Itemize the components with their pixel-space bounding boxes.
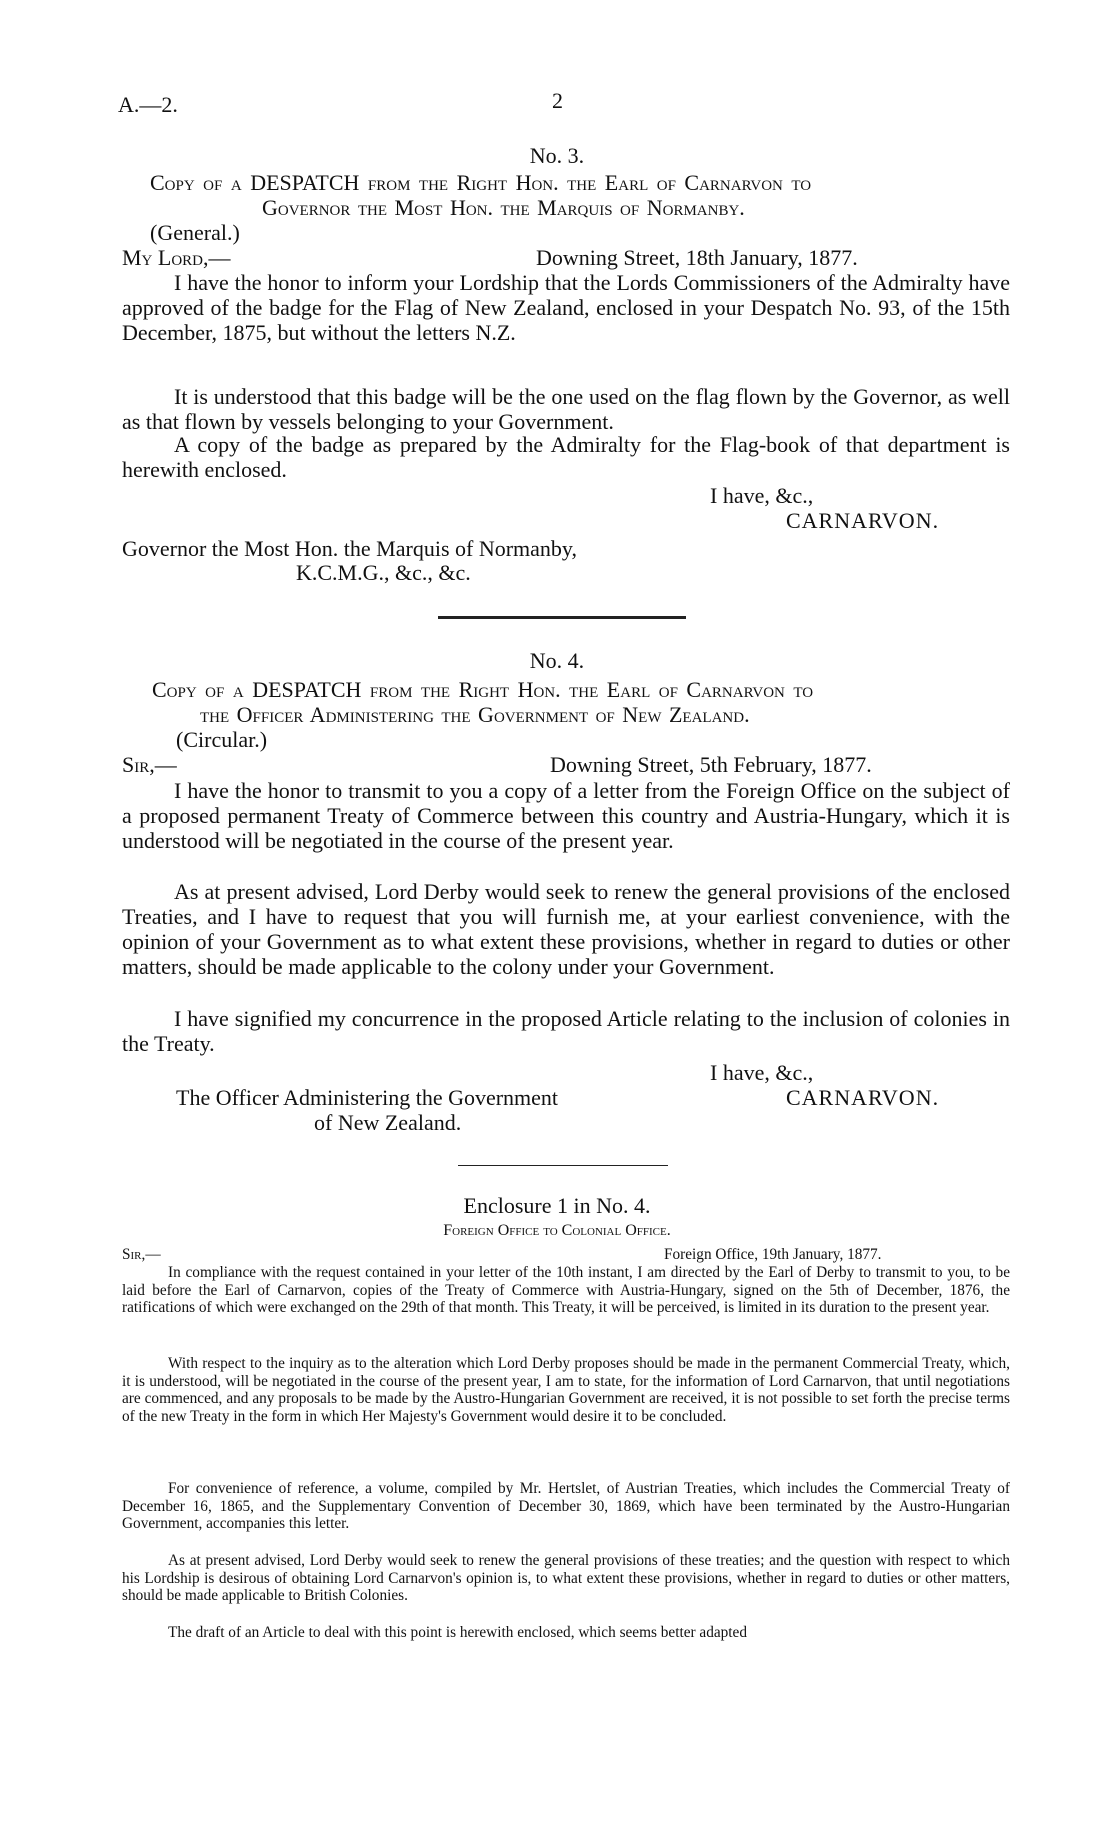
despatch-4-paragraph: I have the honor to transmit to you a copy of a letter from the Foreign Office on the subject of a proposed permanent Treaty of Commerce between this country and Austria-Hungary, which it is understood will be negotiated in the course of the present year. (122, 778, 1010, 853)
despatch-4-closing: I have, &c., (710, 1060, 814, 1085)
enclosure-subheading: Foreign Office to Colonial Office. (443, 1222, 671, 1239)
despatch-3-addressee: Governor the Most Hon. the Marquis of Normanby, (122, 536, 577, 561)
despatch-3-signature: CARNARVON. (786, 508, 940, 533)
despatch-4-signature: CARNARVON. (786, 1085, 940, 1110)
despatch-3-paragraph: A copy of the badge as prepared by the Admiralty for the Flag-book of that department is herewith enclosed. (122, 432, 1010, 482)
despatch-3-title-line1: Copy of a DESPATCH from the Right Hon. the Earl of Carnarvon to (150, 170, 812, 195)
despatch-4-addressee: The Officer Administering the Government (176, 1085, 559, 1110)
section-divider (458, 1165, 668, 1166)
despatch-3-place-date: Downing Street, 18th January, 1877. (536, 245, 858, 270)
enclosure-paragraph: The draft of an Article to deal with this point is herewith enclosed, which seems better adapted (168, 1624, 747, 1641)
despatch-4-place-date: Downing Street, 5th February, 1877. (550, 752, 872, 777)
despatch-4-paragraph: I have signified my concurrence in the proposed Article relating to the inclusion of colonies in the Treaty. (122, 1006, 1010, 1056)
enclosure-place-date: Foreign Office, 19th January, 1877. (664, 1246, 882, 1263)
enclosure-paragraph: In compliance with the request contained in your letter of the 10th instant, I am directed by the Earl of Derby to transmit to you, to be laid before the Earl of Carnarvon, copies of the Treaty of Commerce with Austria-Hungary, signed on the 5th of December, 1876, the ratifications of which were exchanged on the 29th of that month. This Treaty, it will be perceived, is limited in its duration to the present year. (122, 1264, 1010, 1317)
despatch-3-title-line2: Governor the Most Hon. the Marquis of Normanby. (262, 195, 745, 220)
enclosure-paragraph: With respect to the inquiry as to the alteration which Lord Derby proposes should be made in the permanent Commercial Treaty, which, it is understood, will be negotiated in the course of the present year, I am to state, for the information of Lord Carnarvon, that until negotiations are commenced, and any proposals to be made by the Austro-Hungarian Government are received, it is not possible to set forth the precise terms of the new Treaty in the form in which Her Majesty's Government would desire it to be concluded. (122, 1355, 1010, 1425)
despatch-4-addressee-line2: of New Zealand. (314, 1110, 462, 1135)
section-divider (438, 616, 686, 619)
despatch-4-salutation: Sir,— (122, 752, 177, 777)
page-number: 2 (552, 88, 563, 113)
despatch-3-closing: I have, &c., (710, 483, 814, 508)
despatch-4-title-line1: Copy of a DESPATCH from the Right Hon. the Earl of Carnarvon to (152, 677, 814, 702)
despatch-3-addressee-honours: K.C.M.G., &c., &c. (296, 560, 471, 585)
despatch-4-title-line2: the Officer Administering the Government of New Zealand. (200, 702, 750, 727)
enclosure-paragraph: For convenience of reference, a volume, compiled by Mr. Hertslet, of Austrian Treaties, which includes the Commercial Treaty of December 16, 1865, and the Supplementary Convention of December 30, 1869, which have been terminated by the Austro-Hungarian Government, accompanies this letter. (122, 1480, 1010, 1533)
series-reference: A.—2. (118, 92, 178, 117)
enclosure-paragraph: As at present advised, Lord Derby would seek to renew the general provisions of these treaties; and the question with respect to which his Lordship is desirous of obtaining Lord Carnarvon's opinion is, to what extent these provisions, whether in regard to duties or other matters, should be made applicable to British Colonies. (122, 1552, 1010, 1605)
despatch-3-paragraph: It is understood that this badge will be the one used on the flag flown by the Governor, as well as that flown by vessels belonging to your Government. (122, 384, 1010, 434)
despatch-3-classification: (General.) (150, 220, 240, 245)
despatch-3-number: No. 3. (529, 143, 585, 168)
despatch-4-classification: (Circular.) (176, 727, 268, 752)
despatch-4-number: No. 4. (529, 648, 585, 673)
enclosure-heading: Enclosure 1 in No. 4. (463, 1193, 651, 1218)
enclosure-salutation: Sir,— (122, 1246, 161, 1263)
despatch-4-paragraph: As at present advised, Lord Derby would seek to renew the general provisions of the enclosed Treaties, and I have to request that you will furnish me, at your earliest convenience, with the opinion of your Government as to what extent these provisions, whether in regard to duties or other matters, should be made applicable to the colony under your Government. (122, 879, 1010, 979)
despatch-3-salutation: My Lord,— (122, 245, 231, 270)
despatch-3-paragraph: I have the honor to inform your Lordship that the Lords Commissioners of the Admiralty have approved of the badge for the Flag of New Zealand, enclosed in your Despatch No. 93, of the 15th December, 1875, but without the letters N.Z. (122, 270, 1010, 345)
